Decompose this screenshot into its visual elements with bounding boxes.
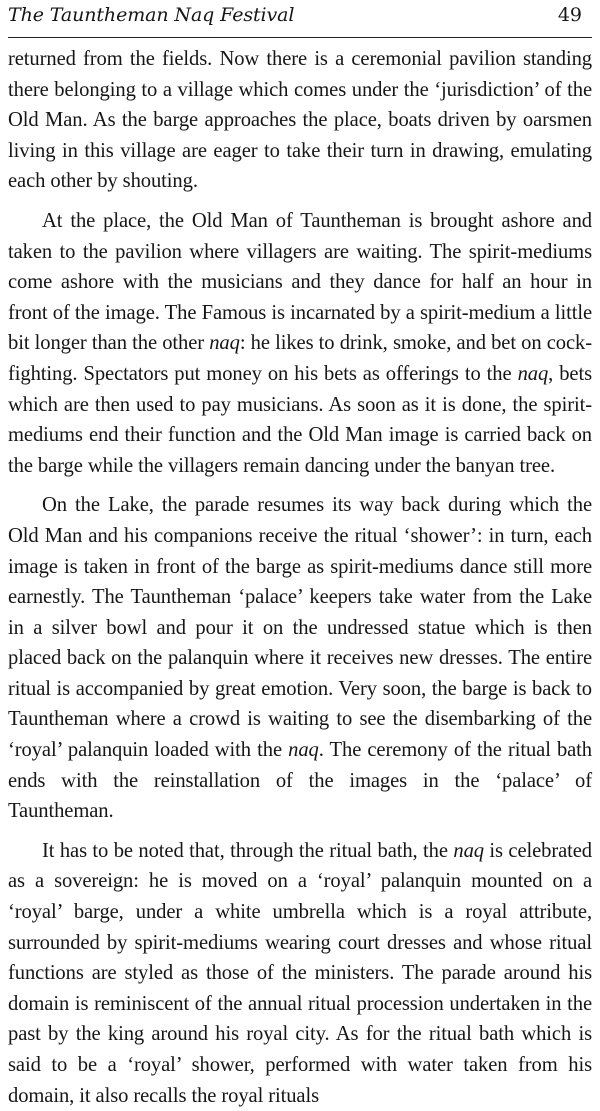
paragraph-text: On the Lake, the parade resumes its way back during which the Old Man and his companions receive the ritual ‘shower’: in turn, each image is taken in front of the barge as spirit-mediums dance still more earnestly. The Tauntheman ‘palace’ keepers take water from the Lake in a silver bowl and pour it on the undressed statue which is then placed back on the palanquin where it receives new dresses. The entire ritual is accompanied by great emotion. Very soon, the barge is back to Tauntheman where a crowd is waiting to see the disembarking of the ‘royal’ palanquin loaded with the <box>8 494 592 762</box>
paragraph-text: : he likes to drink, smoke, and bet on cock-fighting. Spectators put money on his bets as offerings to the <box>8 332 593 385</box>
body-text <box>8 44 592 1111</box>
paragraph-2 <box>8 206 592 481</box>
italic-term: naq <box>209 332 240 355</box>
italic-term: naq <box>517 362 549 385</box>
running-head <box>8 4 592 38</box>
paragraph-text: At the place, the Old Man of Tauntheman is brought ashore and taken to the pavilion where villagers are waiting. The spirit-mediums come ashore with the musicians and they dance for half an hour in front of the image. The Famous is incarnated by a spirit-medium a little bit longer than the other <box>8 209 592 355</box>
running-title: The Tauntheman Naq Festival <box>8 4 295 26</box>
paragraph-1 <box>8 44 592 197</box>
page-number: 49 <box>557 4 582 26</box>
paragraph-3 <box>8 490 592 827</box>
paragraph-text: is celebrated as a sovereign: he is moved on a ‘royal’ palanquin mounted on a ‘royal’ barge, under a white umbrella which is a royal attribute, surrounded by spirit-mediums wearing court dresses and whose ritual functions are styled as those of the ministers. The parade around his domain is reminiscent of the annual ritual procession undertaken in the past by the king around his royal city. As for the ritual bath which is said to be a ‘royal’ shower, performed with water taken from his domain, it also recalls the royal rituals <box>8 839 593 1107</box>
paragraph-text: It has to be noted that, through the ritual bath, the <box>42 839 454 862</box>
paragraph-text: . The ceremony of the ritual bath ends with the reinstallation of the images in the ‘palace’ of Tauntheman. <box>8 739 592 823</box>
paragraph-4 <box>8 836 592 1111</box>
italic-term: naq <box>288 739 319 762</box>
paragraph-text: , bets which are then used to pay musicians. As soon as it is done, the spirit-mediums end their function and the Old Man image is carried back on the barge while the villagers remain dancing under the banyan tree. <box>8 362 592 477</box>
paragraph-text: returned from the fields. Now there is a ceremonial pavilion standing there belonging to a village which comes under the ‘jurisdiction’ of the Old Man. As the barge approaches the place, boats driven by oarsmen living in this village are eager to take their turn in drawing, emulating each other by shouting. <box>8 48 592 193</box>
italic-term: naq <box>453 839 484 862</box>
